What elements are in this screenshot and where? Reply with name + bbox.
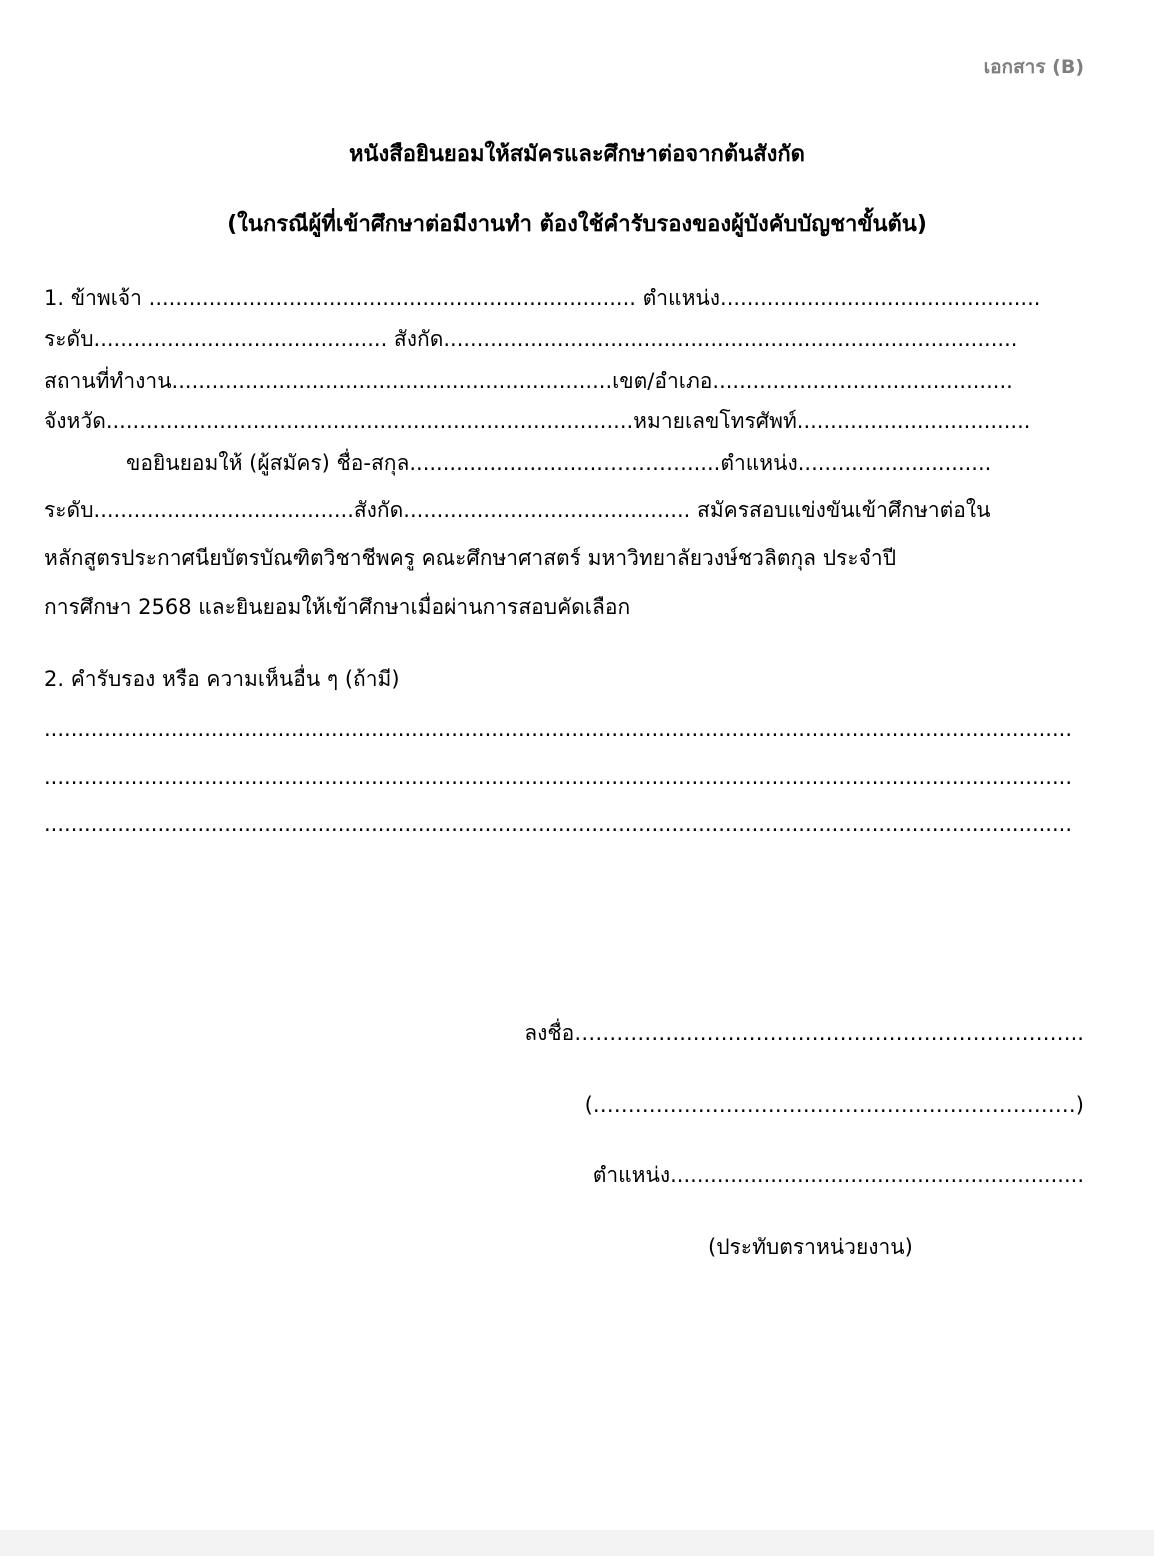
form-line-program: หลักสูตรประกาศนียบัตรบัณฑิตวิชาชีพครู คณะศึกษาศาสตร์ มหาวิทยาลัยวงษ์ชวลิตกุล ประจำปี bbox=[44, 546, 897, 570]
section-2-heading: 2. คำรับรอง หรือ ความเห็นอื่น ๆ (ถ้ามี) bbox=[44, 667, 400, 691]
page-bottom-band bbox=[0, 1530, 1154, 1556]
form-line-level-affiliation: ระดับ............................................ สังกัด...................................................................................... bbox=[44, 327, 1018, 351]
form-line-candidate-level-affiliation: ระดับ.......................................สังกัด........................................... สมัครสอบแข่งขันเข้าศึกษาต่อใน bbox=[44, 498, 991, 522]
page-subtitle: (ในกรณีผู้ที่เข้าศึกษาต่อมีงานทำ ต้องใช้คำรับรองของผู้บังคับบัญชาขั้นต้น) bbox=[227, 212, 927, 237]
signature-line: ลงชื่อ……………..……………………………………………….. bbox=[524, 1021, 1084, 1045]
form-line-applicant-name-position: 1. ข้าพเจ้า ......................................................................... ตำแหน่ง................................................ bbox=[44, 286, 1041, 310]
signatory-name-line: (……………………………………………………………) bbox=[584, 1093, 1084, 1117]
document-label: เอกสาร (B) bbox=[983, 56, 1084, 78]
comment-line-3: .......................................................................................................................................................... bbox=[44, 814, 1072, 835]
form-line-province-phone: จังหวัด...............................................................................หมายเลขโทรศัพท์................................... bbox=[44, 409, 1031, 433]
comment-line-1: .......................................................................................................................................................... bbox=[44, 719, 1072, 740]
form-line-academic-year: การศึกษา 2568 และยินยอมให้เข้าศึกษาเมื่อผ่านการสอบคัดเลือก bbox=[44, 595, 631, 619]
page-title: หนังสือยินยอมให้สมัครและศึกษาต่อจากต้นสังกัด bbox=[349, 142, 805, 167]
form-line-consent-candidate: ขอยินยอมให้ (ผู้สมัคร) ชื่อ-สกุล.............................………….....ตำแหน่ง............................. bbox=[126, 451, 992, 475]
signatory-position-line: ตำแหน่ง.............................................................. bbox=[592, 1163, 1084, 1187]
comment-line-2: .......................................................................................................................................................... bbox=[44, 767, 1072, 788]
stamp-note: (ประทับตราหน่วยงาน) bbox=[708, 1235, 913, 1259]
form-line-workplace-district: สถานที่ทำงาน..................................................................เขต/อำเภอ............................................. bbox=[44, 369, 1013, 393]
